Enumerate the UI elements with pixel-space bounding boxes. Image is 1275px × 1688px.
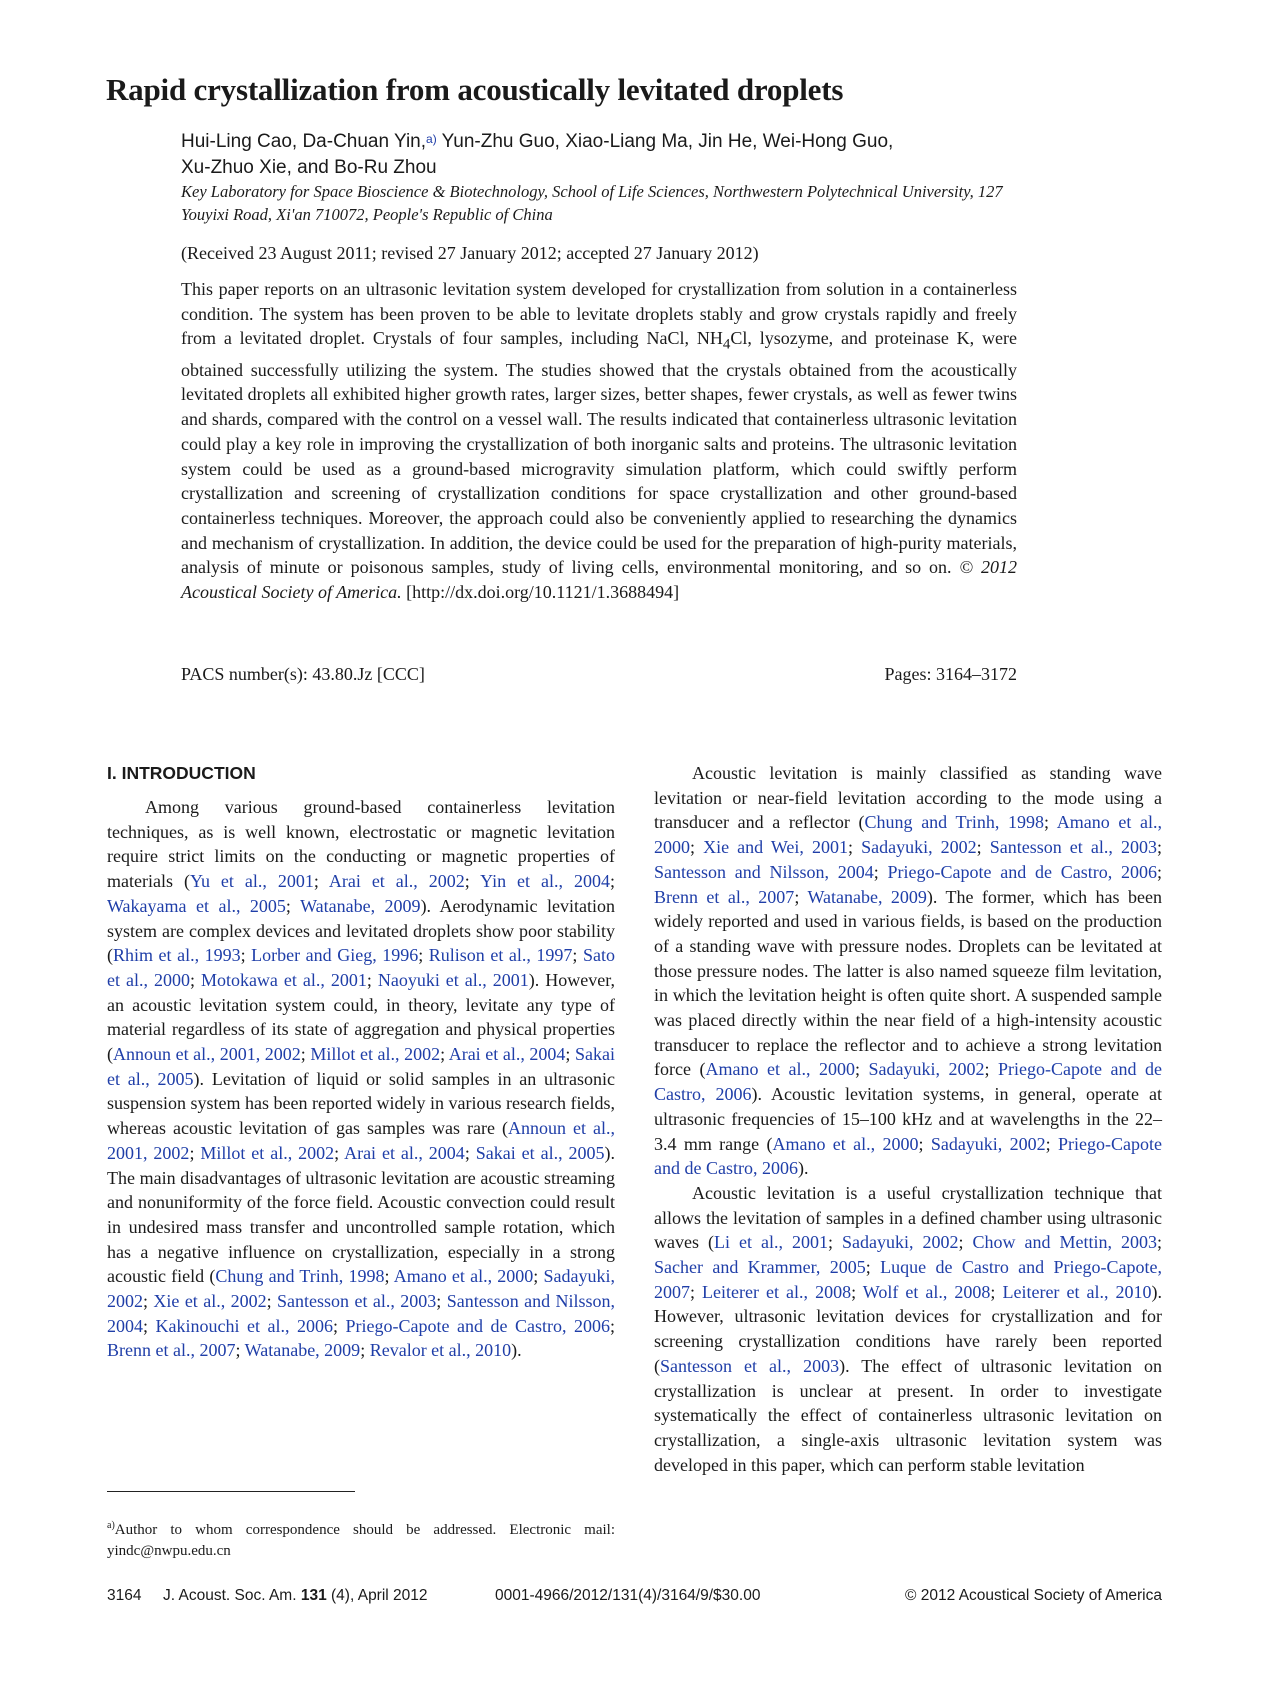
citation-link[interactable]: Priego-Capote and de Castro, 2006 — [345, 1315, 610, 1336]
body-text: ; — [565, 1044, 575, 1065]
body-text: ; — [976, 837, 990, 858]
footer-volume: 131 — [300, 1587, 327, 1604]
body-text: ; — [464, 1142, 476, 1163]
citation-link[interactable]: Sadayuki, 2002 — [841, 1232, 959, 1253]
citation-link[interactable]: Sadayuki, 2002 — [107, 1266, 615, 1312]
body-text: ; — [366, 969, 378, 990]
body-text: ; — [313, 871, 329, 892]
abstract-text-part1: This paper reports on an ultrasonic levitation system developed for crystallization from solution in a containerless condition. The system has been proven to be able to levitate droplets stably and grow crystals rapidly and freely from a levitated droplet. Crystals of four samples, including NaCl, NH — [181, 279, 1017, 349]
citation-link[interactable]: Watanabe, 2009 — [300, 895, 421, 916]
affiliation: Key Laboratory for Space Bioscience & Biotechnology, School of Life Sciences, Northwestern Polytechnical University, 127 Youyixi Road, Xi'an 710072, People's Republic of China — [181, 182, 1003, 224]
citation-link[interactable]: Motokawa et al., 2001 — [200, 969, 367, 990]
body-text: ; — [143, 1291, 154, 1312]
citation-link[interactable]: Amano et al., 2000 — [393, 1266, 534, 1287]
body-text: ; — [266, 1291, 278, 1312]
body-text: ; — [334, 1142, 345, 1163]
footer-journal-name: J. Acoust. Soc. Am. — [163, 1587, 297, 1604]
citation-link[interactable]: Millot et al., 2002 — [310, 1044, 441, 1065]
body-text: ; — [1157, 861, 1163, 882]
citation-link[interactable]: Rulison et al., 1997 — [428, 945, 573, 966]
citation-link[interactable]: Brenn et al., 2007 — [654, 886, 795, 907]
body-text: ; — [958, 1232, 973, 1253]
citation-link[interactable]: Xie et al., 2002 — [153, 1291, 267, 1312]
citation-link[interactable]: Wolf et al., 2008 — [862, 1281, 991, 1302]
body-text: ; — [848, 837, 862, 858]
body-text: Acoustic levitation is a useful crystallization technique that allows the levitation of samples in a defined chamber using ultrasonic waves ( — [654, 1182, 1162, 1253]
body-text: ; — [189, 969, 201, 990]
citation-link[interactable]: Xie and Wei, 2001 — [703, 837, 848, 858]
citation-link[interactable]: Watanabe, 2009 — [244, 1340, 361, 1361]
citation-link[interactable]: Sadayuki, 2002 — [868, 1059, 985, 1080]
citation-link[interactable]: Kakinouchi et al., 2006 — [155, 1315, 333, 1336]
body-text: ; — [464, 871, 481, 892]
body-text: ; — [235, 1340, 245, 1361]
body-text: ). The main disadvantages of ultrasonic levitation are acoustic streaming and nonuniformity of the force field. Acoustic convection could result in undesired mass transfer and uncontrolled sample rotation, which has a negative influence on crystallization, especially in a strong acoustic field ( — [107, 1142, 615, 1287]
body-text: ). The effect of ultrasonic levitation on crystallization is unclear at present. In order to investigate systematically the effect of containerless ultrasonic levitation on crystallization, a single-axis ultrasonic levitation system was developed in this paper, which can perform stable levitation — [654, 1355, 1162, 1475]
citation-link[interactable]: Leiterer et al., 2008 — [702, 1281, 852, 1302]
body-text: ; — [865, 1257, 881, 1278]
footer-code: 0001-4966/2012/131(4)/3164/9/$30.00 — [495, 1587, 761, 1604]
body-text: ; — [873, 861, 888, 882]
body-text: ). The former, which has been widely reported and used in various fields, is based on the production of a standing wave with pressure nodes. Droplets can be levitated at those pressure nodes. The latter is also named squeeze film levitation, in which the levitation height is often quite short. A suspended sample was placed directly within the near field of a high-intensity acoustic transducer to replace the reflector and to achieve a strong levitation force ( — [654, 886, 1162, 1080]
footer-page-number: 3164 — [107, 1587, 142, 1604]
pacs-numbers: PACS number(s): 43.80.Jz [CCC] — [181, 664, 425, 684]
citation-link[interactable]: Leiterer et al., 2010 — [1002, 1281, 1152, 1302]
footnote-marker: a) — [107, 1520, 115, 1531]
body-text: Among various ground-based containerless levitation techniques, as is well known, electrostatic or magnetic levitation require strict limits on the conducting or magnetic properties of materials ( — [107, 797, 615, 892]
body-text: ; — [333, 1315, 346, 1336]
citation-link[interactable]: Millot et al., 2002 — [200, 1142, 335, 1163]
author-footnote-marker[interactable]: a) — [426, 132, 437, 146]
abstract-text-part2: Cl, lysozyme, and proteinase K, were obtained successfully utilizing the system. The studies showed that the crystals obtained from the acoustically levitated droplets all exhibited higher growth rates, larger sizes, better shapes, fewer crystals, as well as fewer twins and shards, compared with the control on a vessel wall. The results indicated that containerless ultrasonic levitation could play a key role in improving the crystallization of both inorganic salts and proteins. The ultrasonic levitation system could be used as a ground-based microgravity simulation platform, which could swiftly perform crystallization and screening of crystallization conditions for space crystallization and other ground-based containerless techniques. Moreover, the approach could also be conveniently applied to researching the dynamics and mechanism of crystallization. In addition, the device could be used for the preparation of high-purity materials, analysis of minute or poisonous samples, study of living cells, environmental monitoring, and so on. — [181, 328, 1017, 578]
citation-link[interactable]: Watanabe, 2009 — [807, 886, 927, 907]
intro-paragraph-1 — [107, 795, 615, 1363]
body-text: ; — [384, 1266, 394, 1287]
citation-link[interactable]: Wakayama et al., 2005 — [107, 895, 286, 916]
body-text: ; — [690, 837, 704, 858]
body-text: ; — [533, 1266, 544, 1287]
body-text: ; — [360, 1340, 370, 1361]
body-text: ; — [1156, 1232, 1162, 1253]
body-text: ; — [240, 945, 252, 966]
body-text: ). — [511, 1340, 522, 1361]
right-column-body — [654, 761, 1162, 1477]
citation-link[interactable]: Arai et al., 2002 — [328, 871, 465, 892]
footnote — [107, 1515, 615, 1562]
citation-link[interactable]: Arai et al., 2004 — [448, 1044, 566, 1065]
body-text: ; — [1156, 837, 1162, 858]
authors-line2: Xu-Zhuo Xie, and Bo-Ru Zhou — [181, 157, 437, 178]
body-text: ; — [827, 1232, 842, 1253]
citation-link[interactable]: Sakai et al., 2005 — [475, 1142, 605, 1163]
received-dates: (Received 23 August 2011; revised 27 January 2012; accepted 27 January 2012) — [181, 243, 759, 263]
citation-link[interactable]: Announ et al., 2001, 2002 — [113, 1044, 301, 1065]
citation-link[interactable]: Amano et al., 2000 — [705, 1059, 855, 1080]
intro-paragraph-3 — [654, 1181, 1162, 1477]
citation-link[interactable]: Rhim et al., 1993 — [113, 945, 241, 966]
citation-link[interactable]: Revalor et al., 2010 — [369, 1340, 512, 1361]
abstract-copyright: © 2012 Acoustical Society of America. — [181, 557, 1017, 603]
body-text: ; — [918, 1133, 931, 1154]
abstract — [181, 277, 1017, 605]
body-text: Acoustic levitation is mainly classified as standing wave levitation or near-field levitation according to the mode using a transducer and a reflector ( — [654, 763, 1162, 833]
citation-link[interactable]: Santesson and Nilsson, 2004 — [654, 861, 874, 882]
body-text: ; — [418, 945, 429, 966]
citation-link[interactable]: Chung and Trinh, 1998 — [864, 812, 1045, 833]
footer-issue: (4), April 2012 — [326, 1587, 428, 1604]
citation-link[interactable]: Announ et al., 2001, 2002 — [107, 1118, 615, 1163]
body-text: ; — [436, 1291, 447, 1312]
doi-link[interactable]: [http://dx.doi.org/10.1121/1.3688494] — [406, 582, 680, 603]
citation-link[interactable]: Lorber and Gieg, 1996 — [251, 945, 419, 966]
citation-link[interactable]: Santesson and Nilsson, 2004 — [107, 1291, 616, 1336]
intro-paragraph-2 — [654, 761, 1162, 1181]
citation-link[interactable]: Sadayuki, 2002 — [861, 837, 977, 858]
body-text: ; — [990, 1281, 1003, 1302]
citation-link[interactable]: Luque de Castro and Priego-Capote, 2007 — [654, 1257, 1162, 1302]
page-range: Pages: 3164–3172 — [884, 664, 1017, 684]
body-text: ). However, an acoustic levitation system could, in theory, levitate any type of material regardless of its state of aggregation and physical properties ( — [107, 969, 615, 1065]
citation-link[interactable]: Sadayuki, 2002 — [930, 1133, 1046, 1154]
authors-line1-b: Yun-Zhu Guo, Xiao-Liang Ma, Jin He, Wei-Hong Guo, — [436, 131, 894, 152]
paper-title: Rapid crystallization from acoustically levitated droplets — [106, 72, 844, 107]
body-text: ). Aerodynamic levitation system are complex devices and levitated droplets show poor stability ( — [107, 895, 615, 966]
citation-link[interactable]: Chow and Mettin, 2003 — [972, 1232, 1157, 1253]
body-text: ; — [609, 1315, 615, 1336]
citation-link[interactable]: Santesson et al., 2003 — [989, 837, 1157, 858]
citation-link[interactable]: Sato et al., 2000 — [107, 945, 615, 990]
footer-copyright: © 2012 Acoustical Society of America — [905, 1587, 1162, 1604]
citation-link[interactable]: Amano et al., 2000 — [654, 812, 1163, 858]
body-text: ; — [1045, 1133, 1058, 1154]
section-heading-introduction: I. INTRODUCTION — [107, 763, 256, 783]
footer-journal — [163, 1587, 428, 1605]
body-text: ; — [851, 1281, 863, 1302]
citation-link[interactable]: Amano et al., 2000 — [772, 1133, 919, 1154]
citation-link[interactable]: Priego-Capote and de Castro, 2006 — [654, 1133, 1162, 1179]
body-text: ; — [854, 1059, 869, 1080]
body-text: ; — [984, 1059, 998, 1080]
citation-link[interactable]: Yu et al., 2001 — [189, 871, 314, 892]
citation-link[interactable]: Sakai et al., 2005 — [107, 1044, 615, 1089]
body-text: ; — [572, 945, 583, 966]
citation-link[interactable]: Chung and Trinh, 1998 — [215, 1266, 385, 1287]
footnote-rule — [107, 1491, 355, 1492]
citation-link[interactable]: Priego-Capote and de Castro, 2006 — [887, 861, 1157, 882]
citation-link[interactable]: Sacher and Krammer, 2005 — [654, 1257, 866, 1278]
authors-line1-a: Hui-Ling Cao, Da-Chuan Yin, — [181, 131, 427, 152]
body-text: ). Acoustic levitation systems, in general, operate at ultrasonic frequencies of 15–100 kHz and at wavelengths in the 22–3.4 mm range ( — [654, 1084, 1162, 1154]
body-text: ). However, ultrasonic levitation devices for crystallization and for screening crystallization conditions have rarely been reported ( — [654, 1281, 1162, 1376]
body-text: ; — [300, 1044, 311, 1065]
citation-link[interactable]: Naoyuki et al., 2001 — [377, 969, 529, 990]
citation-link[interactable]: Yin et al., 2004 — [480, 871, 610, 892]
footnote-text: Author to whom correspondence should be addressed. Electronic mail: yindc@nwpu.edu.cn — [107, 1522, 615, 1559]
citation-link[interactable]: Arai et al., 2004 — [344, 1142, 465, 1163]
body-text: ; — [440, 1044, 449, 1065]
body-text: ; — [189, 1142, 201, 1163]
abstract-subscript: 4 — [722, 337, 731, 353]
citation-link[interactable]: Priego-Capote and de Castro, 2006 — [654, 1059, 1162, 1105]
citation-link[interactable]: Li et al., 2001 — [713, 1232, 828, 1253]
citation-link[interactable]: Brenn et al., 2007 — [107, 1340, 236, 1361]
body-text: ; — [609, 871, 615, 892]
author-list — [181, 129, 1041, 181]
left-column-body — [107, 795, 615, 1363]
body-text: ). — [797, 1158, 809, 1179]
body-text: ; — [285, 895, 301, 916]
citation-link[interactable]: Santesson et al., 2003 — [277, 1291, 437, 1312]
citation-link[interactable]: Santesson et al., 2003 — [660, 1355, 840, 1376]
body-text: ; — [1044, 812, 1057, 833]
body-text: ). Levitation of liquid or solid samples in an ultrasonic suspension system has been reported widely in various research fields, whereas acoustic levitation of gas samples was rare ( — [107, 1068, 615, 1139]
body-text: ; — [143, 1315, 156, 1336]
body-text: ; — [794, 886, 808, 907]
body-text: ; — [690, 1281, 703, 1302]
